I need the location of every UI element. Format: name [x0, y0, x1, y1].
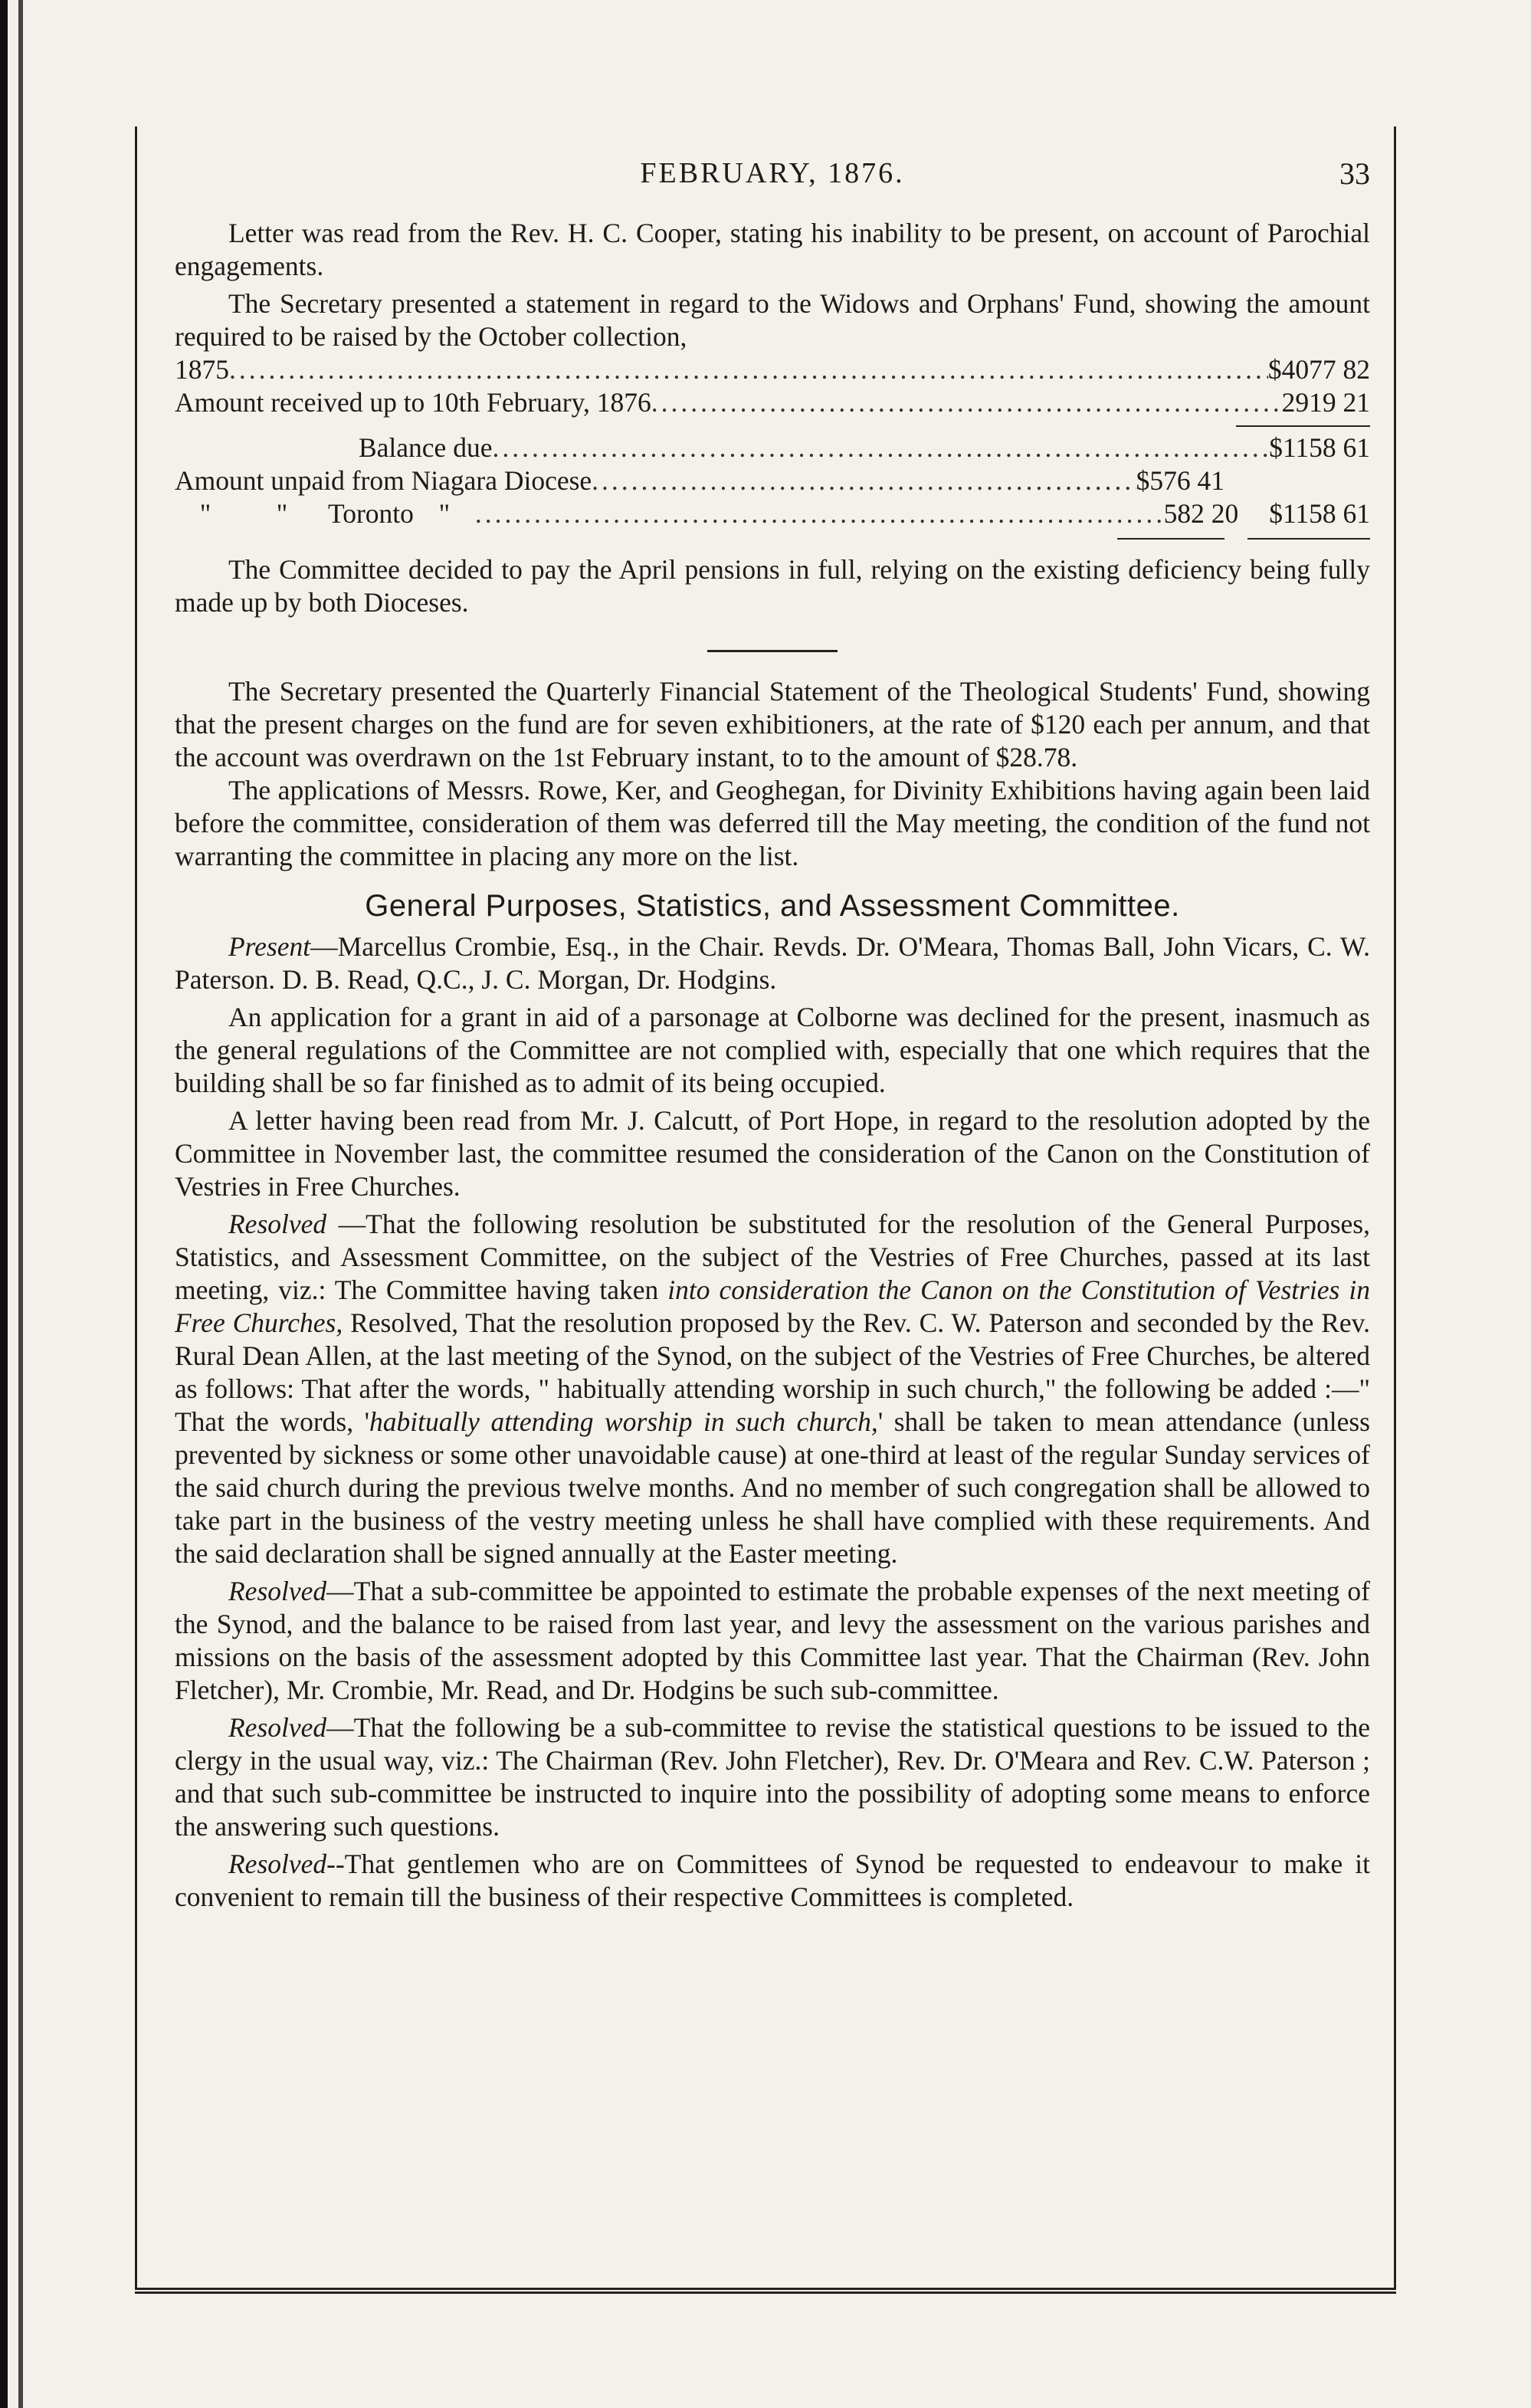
resolved-label: Resolved: [228, 1849, 327, 1879]
double-rule-row: [175, 538, 1370, 540]
resolved-label: Resolved: [228, 1209, 327, 1239]
paragraph-widows-fund: The Secretary presented a statement in regard to the Widows and Orphans' Fund, showing the amount required to be raised by the October collection,: [175, 288, 1370, 352]
resolution-vestries: [175, 1208, 1370, 1570]
ledger-amount: $576 41: [1136, 465, 1224, 496]
ledger-row-1875: [175, 353, 1370, 386]
ledger-total: $1158 61: [1269, 498, 1370, 529]
paragraph-april-pensions: The Committee decided to pay the April pensions in full, relying on the existing deficiency being fully made up by both Dioceses.: [175, 554, 1370, 618]
resolution-text: Resolved, That the resolution proposed by the Rev. C. W. Paterson and seconded by the Rev. Rural Dean Allen, at the last meeting of the Synod, on the subject of the Vestries of Free Churches, be altered as follows: That after the words, " habitually attending worship in such church," the following be added :—" That the words, ': [175, 1307, 1370, 1437]
ledger-label: Amount unpaid from Niagara Diocese: [175, 465, 592, 496]
ledger-label: 1875: [175, 354, 229, 385]
scan-edge: [0, 0, 8, 2408]
ditto-mark: ": [199, 498, 211, 529]
resolution-text: ' shall be taken to mean attendance (unless prevented by sickness or some other unavoidable cause) at one-third at least of the regular Sunday services of the said church during the previous twelve months. And no member of such congregation shall be allowed to take part in the business of the vestry meeting unless he shall have complied with these requirements. And the said declaration shall be signed annually at the Easter meeting.: [175, 1406, 1370, 1569]
total-rule: [1117, 538, 1224, 540]
resolution-text: —That the following be a sub-committee to revise the statistical questions to be issued to the clergy in the usual way, viz.: The Chairman (Rev. John Fletcher), Rev. Dr. O'Meara and Rev. C.W. Paterson ; and that such sub-committee be instructed to inquire into the possibility of adopting some means to enforce the answering such questions.: [175, 1712, 1370, 1842]
resolution-text: --That gentlemen who are on Committees of Synod be requested to endeavour to make it convenient to remain till the business of their respective Committees is completed.: [175, 1849, 1370, 1912]
ledger-label: Amount received up to 10th February, 1876: [175, 387, 651, 418]
ledger-row-niagara: [175, 464, 1370, 497]
page-number: 33: [1339, 156, 1370, 191]
leader-dots: [651, 386, 1282, 419]
section-heading: General Purposes, Statistics, and Assessment Committee.: [365, 889, 1180, 923]
ledger-row-balance: [175, 431, 1370, 464]
bottom-rule: [135, 2292, 1396, 2294]
ledger-amount: 2919 21: [1281, 387, 1370, 418]
ledger-table: [175, 353, 1370, 540]
ledger-amount: 582 20: [1163, 498, 1239, 529]
present-text: —Marcellus Crombie, Esq., in the Chair. Revds. Dr. O'Meara, Thomas Ball, John Vicars, C. W. Paterson. D. B. Read, Q.C., J. C. Morgan, Dr. Hodgins.: [175, 931, 1370, 995]
leader-dots: [492, 431, 1269, 464]
ditto-mark: ": [276, 498, 288, 529]
running-head: [175, 157, 1370, 206]
page-body: [175, 157, 1370, 1914]
leader-dots: [229, 353, 1268, 386]
leader-dots: [592, 464, 1136, 497]
ledger-label: Toronto: [328, 498, 414, 529]
total-rule: [1247, 538, 1370, 540]
resolution-statistics: [175, 1711, 1370, 1843]
ditto-mark: ": [438, 498, 451, 529]
ledger-amount: $4077 82: [1267, 354, 1370, 385]
paragraph-divinity-exhibitions: The applications of Messrs. Rowe, Ker, and Geoghegan, for Divinity Exhibitions having again been laid before the committee, consideration of them was deferred till the May meeting, the condition of the fund not warranting the committee in placing any more on the list.: [175, 775, 1370, 871]
leader-dots: [475, 497, 1164, 530]
resolution-italic: habitually attending worship in such church,: [369, 1406, 878, 1437]
resolved-label: Resolved: [228, 1576, 327, 1606]
present-label: Present: [228, 931, 311, 962]
section-divider: [707, 650, 838, 652]
ledger-label: Balance due: [359, 432, 493, 463]
scan-edge-inner: [18, 0, 23, 2408]
ledger-row-toronto: [175, 497, 1370, 530]
resolution-expenses: [175, 1575, 1370, 1707]
paragraph-students-fund: The Secretary presented the Quarterly Financial Statement of the Theological Students' Fund, showing that the present charges on the fund are for seven exhibitioners, at the rate of $120 each per annum, and that the account was overdrawn on the 1st February instant, to to the amount of $28.78.: [175, 676, 1370, 773]
paragraph-colborne-grant: An application for a grant in aid of a parsonage at Colborne was declined for the present, inasmuch as the general regulations of the Committee are not complied with, especially that one which requires that the building shall be so far finished as to admit of its being occupied.: [175, 1002, 1370, 1098]
paragraph-present: [175, 930, 1370, 996]
resolution-italic: into consideration the Canon on the Constitution of Vestries in Free Churches,: [175, 1275, 1370, 1338]
resolution-text: —That the following resolution be substituted for the resolution of the General Purposes, Statistics, and Assessment Committee, on the subject of the Vestries of Free Churches, passed at its last meeting, viz.: The Committee having taken: [175, 1209, 1370, 1305]
ledger-row-received: [175, 386, 1370, 419]
sum-rule: [1236, 425, 1370, 427]
ledger-amount: $1158 61: [1269, 432, 1370, 463]
resolution-text: —That a sub-committee be appointed to estimate the probable expenses of the next meeting of the Synod, and the balance to be raised from last year, and levy the assessment on the various parishes and missions on the basis of the assessment adopted by this Committee last year. That the Chairman (Rev. John Fletcher), Mr. Crombie, Mr. Read, and Dr. Hodgins be such sub-committee.: [175, 1576, 1370, 1705]
resolved-label: Resolved: [228, 1712, 327, 1743]
running-title: FEBRUARY, 1876.: [640, 157, 905, 189]
resolution-committees: [175, 1848, 1370, 1914]
paragraph-cooper-letter: Letter was read from the Rev. H. C. Cooper, stating his inability to be present, on account of Parochial engagements.: [175, 218, 1370, 281]
sum-rule-row: [175, 425, 1370, 427]
paragraph-calcutt-letter: A letter having been read from Mr. J. Calcutt, of Port Hope, in regard to the resolution adopted by the Committee in November last, the committee resumed the consideration of the Canon on the Constitution of Vestries in Free Churches.: [175, 1105, 1370, 1202]
